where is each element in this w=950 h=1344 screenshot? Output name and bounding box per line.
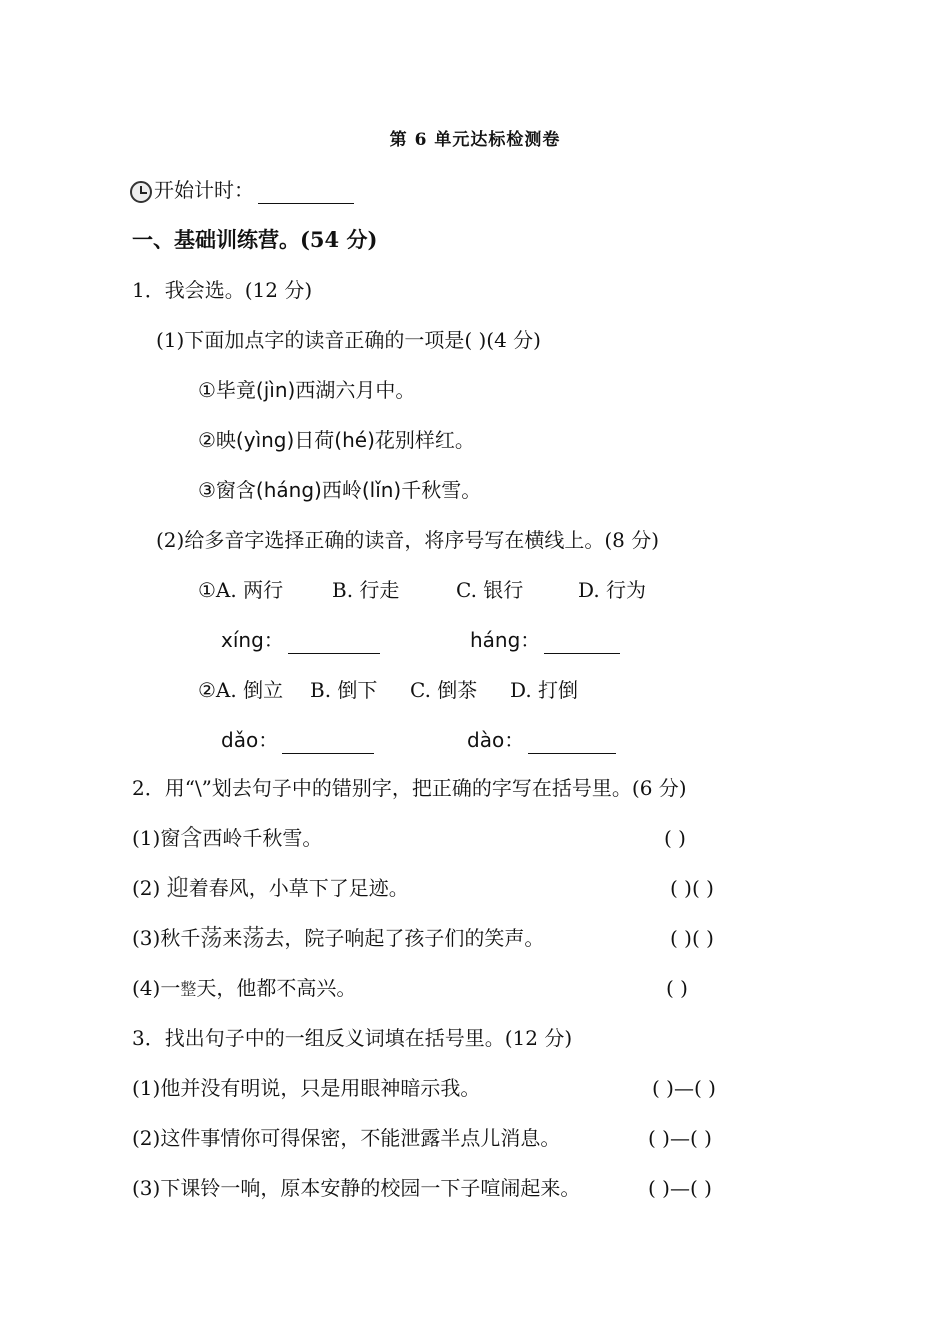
- q2-item-3-handwritten-char-2: 荡: [242, 925, 265, 952]
- timer-label: 开始计时：: [154, 178, 254, 202]
- q1-stem: 1．我会选。(12 分): [132, 278, 313, 302]
- q2-item-4-handwritten-char: 整: [180, 979, 197, 1000]
- q1-row2-c: C. 倒茶: [410, 678, 478, 702]
- q2-item-3-handwritten-char-1: 荡: [200, 925, 223, 952]
- page-title: 第 6 单元达标检测卷: [389, 130, 561, 150]
- q2-item-3-answer[interactable]: ( )( ): [670, 926, 714, 950]
- answer-xing: [221, 626, 380, 654]
- q3-item-1: (1)他并没有明说，只是用眼神暗示我。: [132, 1076, 481, 1100]
- q2-item-2-handwritten-char: 迎: [166, 875, 189, 902]
- q2-stem: 2．用“\”划去句子中的错别字，把正确的字写在括号里。(6 分): [132, 776, 687, 800]
- q1-option-2: ②映(yìng)日荷(hé)花别样红。: [198, 428, 475, 452]
- answer-dao3-blank[interactable]: [282, 733, 374, 754]
- q2-item-3-text: 去，院子响起了孩子们的笑声。: [264, 926, 545, 950]
- q2-item-4-prefix: (4)一: [132, 976, 181, 1000]
- q2-item-1-answer[interactable]: ( ): [664, 826, 686, 850]
- q1-option-1: ①毕竟(jìn)西湖六月中。: [198, 378, 416, 402]
- q2-item-1-handwritten-char: 含: [180, 825, 203, 852]
- answer-hang-blank[interactable]: [544, 633, 620, 654]
- answer-dao4: [467, 726, 616, 754]
- q3-item-3-answer[interactable]: ( )—( ): [648, 1176, 712, 1200]
- q3-stem: 3．找出句子中的一组反义词填在括号里。(12 分): [132, 1026, 573, 1050]
- q2-item-4: [132, 974, 356, 1004]
- q2-item-1-prefix: (1)窗: [132, 826, 181, 850]
- q1-part1-stem: (1)下面加点字的读音正确的一项是( )(4 分): [156, 328, 541, 352]
- q2-item-2-answer[interactable]: ( )( ): [670, 876, 714, 900]
- answer-hang: [470, 626, 620, 654]
- q2-item-4-answer[interactable]: ( ): [666, 976, 688, 1000]
- q1-part2-stem: (2)给多音字选择正确的读音，将序号写在横线上。(8 分): [156, 528, 660, 552]
- q1-row1-a: ①A. 两行: [198, 578, 284, 602]
- clock-icon: [130, 181, 152, 203]
- q1-row2-b: B. 倒下: [310, 678, 378, 702]
- q2-item-3: [132, 924, 544, 953]
- answer-dao3: [221, 726, 374, 754]
- q3-item-3: (3)下课铃一响，原本安静的校园一下子喧闹起来。: [132, 1176, 581, 1200]
- section-heading: 一、基础训练营。(54 分): [132, 227, 378, 252]
- q2-item-1-text: 西岭千秋雪。: [202, 826, 323, 850]
- q1-row1-b: B. 行走: [332, 578, 400, 602]
- q2-item-3-prefix: (3)秋千: [132, 926, 201, 950]
- q3-item-2-answer[interactable]: ( )—( ): [648, 1126, 712, 1150]
- q3-item-1-answer[interactable]: ( )—( ): [652, 1076, 716, 1100]
- q2-item-4-text: 天，他都不高兴。: [196, 976, 357, 1000]
- q3-item-2: (2)这件事情你可得保密，不能泄露半点儿消息。: [132, 1126, 561, 1150]
- q1-row2-d: D. 打倒: [510, 678, 579, 702]
- timer-blank[interactable]: [258, 183, 354, 204]
- q2-item-3-mid: 来: [222, 926, 243, 950]
- answer-hang-label: háng：: [470, 628, 541, 652]
- q1-option-3: ③窗含(háng)西岭(lǐn)千秋雪。: [198, 478, 482, 502]
- q1-row2-a: ②A. 倒立: [198, 678, 284, 702]
- answer-xing-label: xíng：: [221, 628, 284, 652]
- timer-row: [130, 176, 354, 204]
- answer-dao4-label: dào：: [467, 728, 525, 752]
- q2-item-2-prefix: (2): [132, 876, 167, 900]
- answer-dao4-blank[interactable]: [528, 733, 616, 754]
- q1-row1-d: D. 行为: [578, 578, 647, 602]
- q2-item-1: [132, 824, 322, 853]
- answer-dao3-label: dǎo：: [221, 728, 279, 752]
- q1-row1-c: C. 银行: [456, 578, 524, 602]
- answer-xing-blank[interactable]: [288, 633, 380, 654]
- q2-item-2-text: 着春风，小草下了足迹。: [188, 876, 409, 900]
- q2-item-2: [132, 874, 409, 903]
